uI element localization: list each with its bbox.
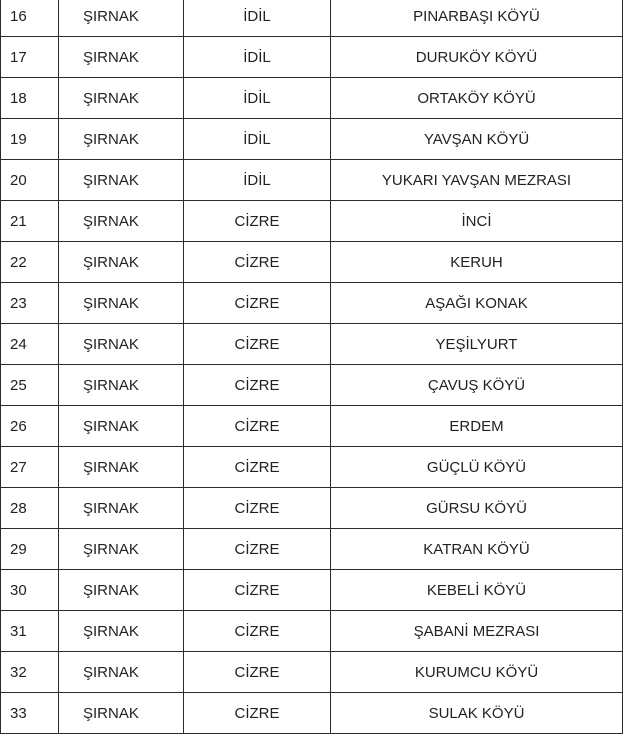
row-number-cell: 17 — [1, 37, 59, 78]
province-cell: ŞIRNAK — [59, 611, 184, 652]
province-cell: ŞIRNAK — [59, 242, 184, 283]
district-cell: CİZRE — [184, 529, 331, 570]
province-cell: ŞIRNAK — [59, 0, 184, 37]
place-name-cell: DURUKÖY KÖYÜ — [331, 37, 623, 78]
row-number-cell: 33 — [1, 693, 59, 734]
table-row — [1, 324, 623, 365]
table-row — [1, 201, 623, 242]
province-cell: ŞIRNAK — [59, 570, 184, 611]
row-number-cell: 27 — [1, 447, 59, 488]
row-number-cell: 16 — [1, 0, 59, 37]
row-number-cell: 22 — [1, 242, 59, 283]
province-cell: ŞIRNAK — [59, 119, 184, 160]
district-cell: CİZRE — [184, 570, 331, 611]
district-cell: İDİL — [184, 37, 331, 78]
row-number-cell: 25 — [1, 365, 59, 406]
place-name-cell: ERDEM — [331, 406, 623, 447]
district-cell: CİZRE — [184, 324, 331, 365]
table-row — [1, 160, 623, 201]
place-name-cell: YAVŞAN KÖYÜ — [331, 119, 623, 160]
province-cell: ŞIRNAK — [59, 160, 184, 201]
row-number-cell: 30 — [1, 570, 59, 611]
place-name-cell: GÜRSU KÖYÜ — [331, 488, 623, 529]
district-cell: İDİL — [184, 160, 331, 201]
row-number-cell: 28 — [1, 488, 59, 529]
table-row — [1, 283, 623, 324]
province-cell: ŞIRNAK — [59, 406, 184, 447]
district-cell: CİZRE — [184, 406, 331, 447]
row-number-cell: 19 — [1, 119, 59, 160]
table-row — [1, 611, 623, 652]
row-number-cell: 20 — [1, 160, 59, 201]
table-row — [1, 406, 623, 447]
row-number-cell: 23 — [1, 283, 59, 324]
district-cell: CİZRE — [184, 242, 331, 283]
district-cell: CİZRE — [184, 488, 331, 529]
place-name-cell: YUKARI YAVŞAN MEZRASI — [331, 160, 623, 201]
place-name-cell: KURUMCU KÖYÜ — [331, 652, 623, 693]
place-name-cell: SULAK KÖYÜ — [331, 693, 623, 734]
province-cell: ŞIRNAK — [59, 365, 184, 406]
district-cell: CİZRE — [184, 201, 331, 242]
table-row — [1, 529, 623, 570]
district-cell: İDİL — [184, 78, 331, 119]
province-cell: ŞIRNAK — [59, 201, 184, 242]
table-row — [1, 0, 623, 37]
place-name-cell: ÇAVUŞ KÖYÜ — [331, 365, 623, 406]
province-cell: ŞIRNAK — [59, 324, 184, 365]
place-name-cell: ŞABANİ MEZRASI — [331, 611, 623, 652]
table-row — [1, 693, 623, 734]
district-cell: İDİL — [184, 119, 331, 160]
province-cell: ŞIRNAK — [59, 488, 184, 529]
place-name-cell: AŞAĞI KONAK — [331, 283, 623, 324]
table-row — [1, 365, 623, 406]
province-cell: ŞIRNAK — [59, 652, 184, 693]
district-cell: CİZRE — [184, 693, 331, 734]
place-name-cell: ORTAKÖY KÖYÜ — [331, 78, 623, 119]
district-cell: CİZRE — [184, 447, 331, 488]
district-cell: CİZRE — [184, 611, 331, 652]
province-cell: ŞIRNAK — [59, 78, 184, 119]
table-row — [1, 78, 623, 119]
row-number-cell: 24 — [1, 324, 59, 365]
place-name-cell: KERUH — [331, 242, 623, 283]
province-cell: ŞIRNAK — [59, 37, 184, 78]
place-name-cell: İNCİ — [331, 201, 623, 242]
row-number-cell: 32 — [1, 652, 59, 693]
table-row — [1, 37, 623, 78]
place-name-cell: YEŞİLYURT — [331, 324, 623, 365]
place-name-cell: GÜÇLÜ KÖYÜ — [331, 447, 623, 488]
row-number-cell: 29 — [1, 529, 59, 570]
province-cell: ŞIRNAK — [59, 447, 184, 488]
place-name-cell: PINARBAŞI KÖYÜ — [331, 0, 623, 37]
place-name-cell: KATRAN KÖYÜ — [331, 529, 623, 570]
province-cell: ŞIRNAK — [59, 529, 184, 570]
province-cell: ŞIRNAK — [59, 283, 184, 324]
row-number-cell: 31 — [1, 611, 59, 652]
district-cell: CİZRE — [184, 365, 331, 406]
place-name-cell: KEBELİ KÖYÜ — [331, 570, 623, 611]
table-body — [1, 0, 623, 734]
district-cell: İDİL — [184, 0, 331, 37]
row-number-cell: 18 — [1, 78, 59, 119]
table-row — [1, 447, 623, 488]
table-row — [1, 242, 623, 283]
table-row — [1, 488, 623, 529]
row-number-cell: 26 — [1, 406, 59, 447]
table-row — [1, 652, 623, 693]
table-row — [1, 119, 623, 160]
district-cell: CİZRE — [184, 652, 331, 693]
province-cell: ŞIRNAK — [59, 693, 184, 734]
district-cell: CİZRE — [184, 283, 331, 324]
table-row — [1, 570, 623, 611]
row-number-cell: 21 — [1, 201, 59, 242]
